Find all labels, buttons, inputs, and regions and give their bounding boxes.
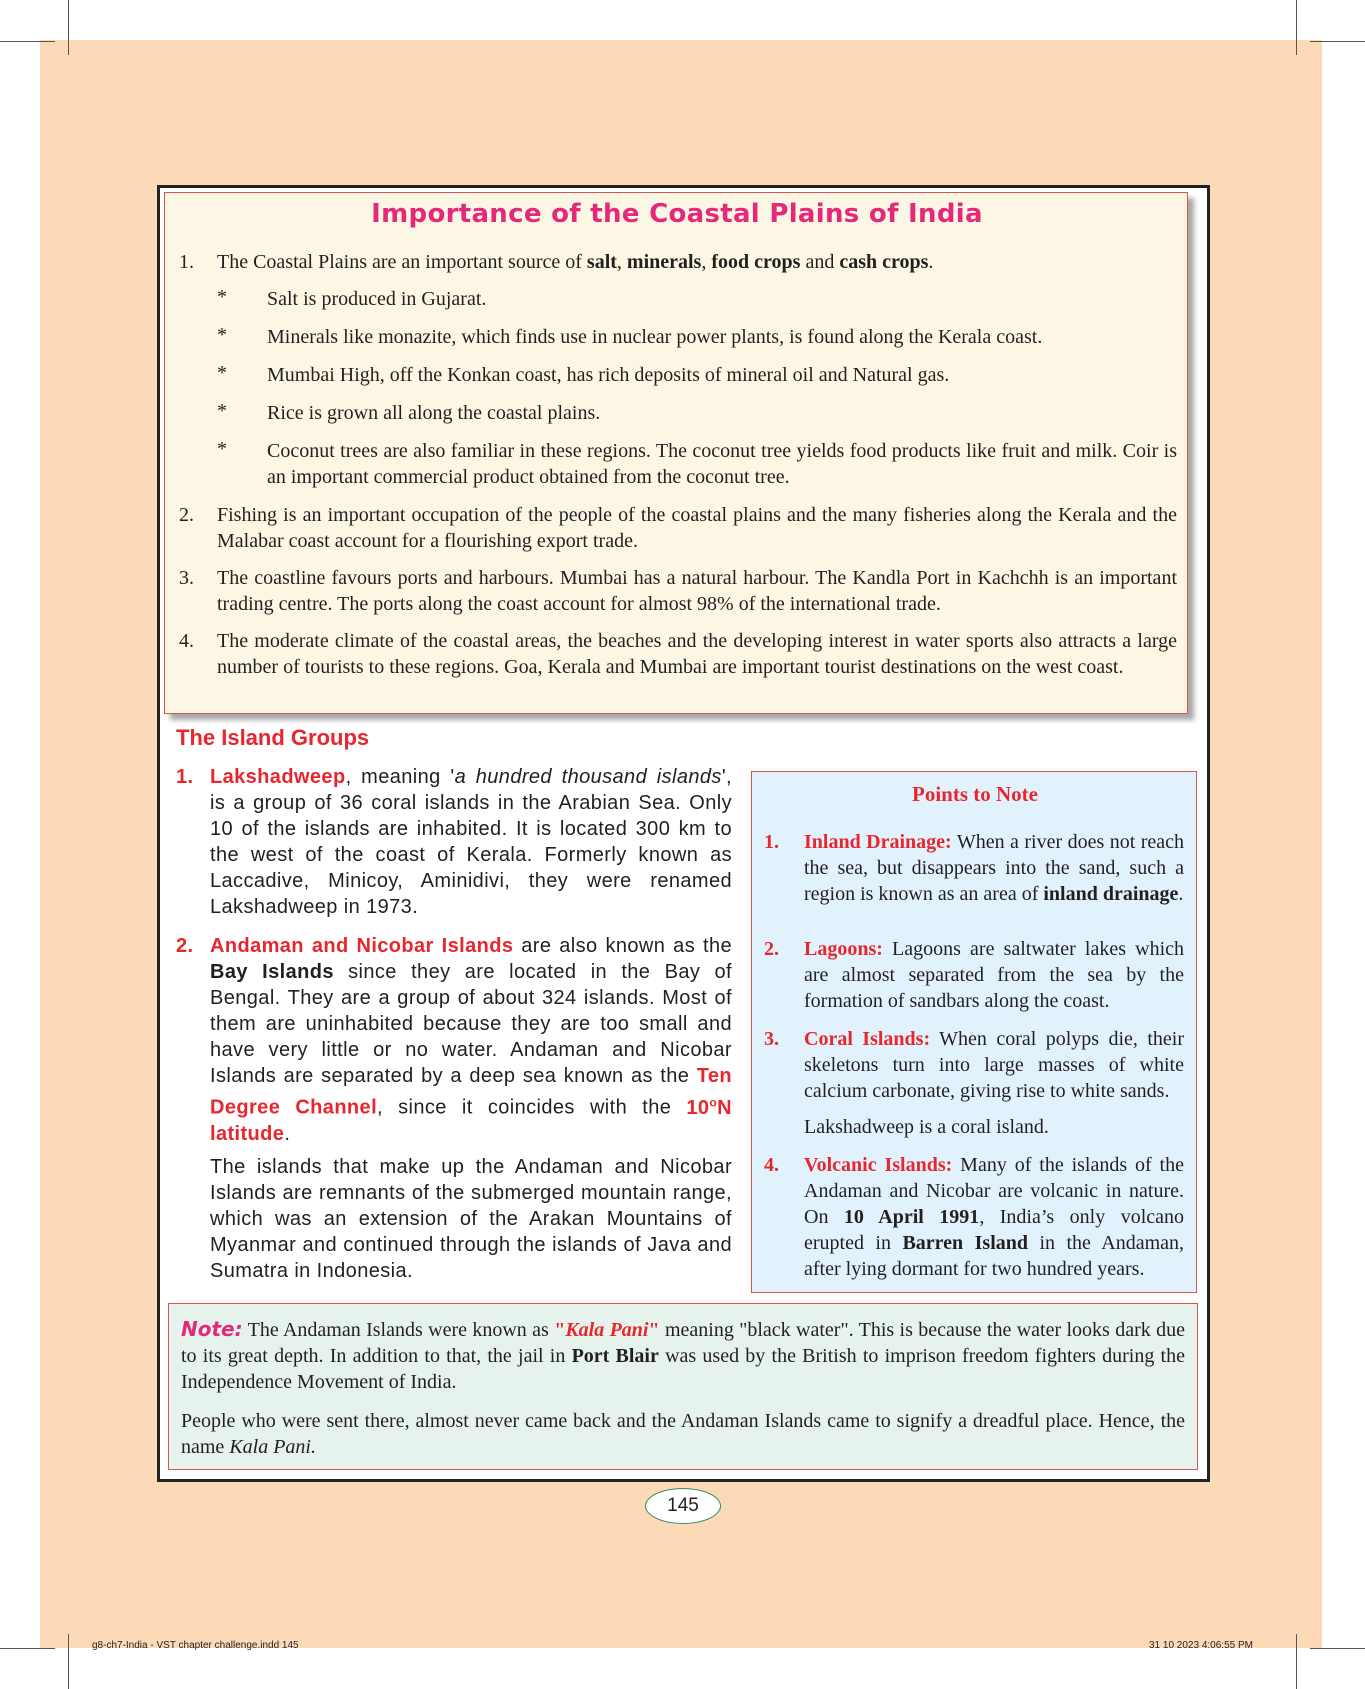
print-slug-file: g8-ch7-India - VST chapter challenge.indd 145: [92, 1640, 299, 1651]
bullet-star: *: [217, 362, 227, 384]
print-slug-date: 31 10 2023 4:06:55 PM: [1149, 1640, 1253, 1651]
note-inland-drainage: Inland Drainage: When a river does not reach the sea, but disappears into the sand, such a region is known as an area of inland drainage.: [804, 831, 1185, 905]
island-groups-heading: The Island Groups: [176, 725, 370, 750]
point-number: 2.: [179, 504, 194, 526]
bullet-star: *: [217, 438, 227, 460]
crop-mark: [1296, 1634, 1297, 1689]
crop-mark: [0, 1648, 55, 1649]
bullet-item: Minerals like monazite, which finds use in nuclear power plants, is found along the Kerala coast.: [267, 326, 1043, 348]
note-number: 1.: [764, 831, 779, 853]
andaman-origin-paragraph: The islands that make up the Andaman and Nicobar Islands are remnants of the submerged mountain range, which was an extension of the Arakan Mountains of Myanmar and continued through the islands of Java and Sumatra in Indonesia.: [210, 1156, 732, 1282]
item-number: 1.: [176, 766, 194, 788]
bullet-item: Salt is produced in Gujarat.: [267, 288, 487, 310]
note-paragraph-2: People who were sent there, almost never came back and the Andaman Islands came to signify a dreadful place. Hence, the name Kala Pani.: [181, 1410, 1185, 1458]
lakshadweep-paragraph: Lakshadweep, meaning 'a hundred thousand islands', is a group of 36 coral islands in the Arabian Sea. Only 10 of the islands are inhabited. It is located 300 km to the west of the coast of Kerala. Formerly known as Laccadive, Minicoy, Aminidivi, they were renamed Lakshadweep in 1973.: [210, 766, 732, 918]
points-to-note-title: Points to Note: [912, 782, 1038, 806]
note-paragraph-1: Note: The Andaman Islands were known as "Kala Pani" meaning "black water". This is because the water looks dark due to its great depth. In addition to that, the jail in Port Blair was used by the British to imprison freedom fighters during the Independence Movement of India.: [181, 1317, 1185, 1393]
andaman-paragraph: Andaman and Nicobar Islands are also known as the Bay Islands since they are located in the Bay of Bengal. They are a group of about 324 islands. Most of them are uninhabited because they are too small and have very little or no water. Andaman and Nicobar Islands are separated by a deep sea known as the Ten Degree Channel, since it coincides with the 10$^o$N latitude.: [210, 935, 733, 1145]
bullet-item: Coconut trees are also familiar in these regions. The coconut tree yields food products like fruit and milk. Coir is an important commercial product obtained from the coconut tree.: [267, 440, 1177, 488]
note-number: 3.: [764, 1028, 779, 1050]
importance-point-2: Fishing is an important occupation of the people of the coastal plains and the many fisheries along the Kerala and the Malabar coast account for a flourishing export trade.: [217, 504, 1177, 552]
bullet-star: *: [217, 400, 227, 422]
note-number: 2.: [764, 938, 779, 960]
note-lagoons: Lagoons: Lagoons are saltwater lakes which are almost separated from the sea by the formation of sandbars along the coast.: [804, 938, 1184, 1012]
importance-point-4: The moderate climate of the coastal areas, the beaches and the developing interest in water sports also attracts a large number of tourists to these regions. Goa, Kerala and Mumbai are important tourist destinations on the west coast.: [217, 630, 1177, 678]
bullet-item: Mumbai High, off the Konkan coast, has rich deposits of mineral oil and Natural gas.: [267, 364, 950, 386]
importance-point-1: The Coastal Plains are an important source of salt, minerals, food crops and cash crops.: [217, 251, 934, 273]
note-coral-example: Lakshadweep is a coral island.: [804, 1116, 1049, 1138]
crop-mark: [68, 1634, 69, 1689]
crop-mark: [1296, 0, 1297, 55]
crop-mark: [1310, 1648, 1365, 1649]
bullet-star: *: [217, 286, 227, 308]
crop-mark: [0, 41, 55, 42]
bullet-star: *: [217, 324, 227, 346]
crop-mark: [1310, 41, 1365, 42]
note-number: 4.: [764, 1154, 779, 1176]
note-coral-islands: Coral Islands: When coral polyps die, their skeletons turn into large masses of white calcium carbonate, giving rise to white sands.: [804, 1028, 1184, 1102]
point-number: 4.: [179, 630, 194, 652]
note-label: Note:: [181, 1317, 243, 1341]
bullet-item: Rice is grown all along the coastal plains.: [267, 402, 601, 424]
note-volcanic-islands: Volcanic Islands: Many of the islands of the Andaman and Nicobar are volcanic in nature. On 10 April 1991, India’s only volcano erupted in Barren Island in the Andaman, after lying dormant for two hundred years.: [804, 1154, 1185, 1280]
item-number: 2.: [176, 935, 194, 957]
crop-mark: [68, 0, 69, 55]
point-number: 3.: [179, 567, 194, 589]
page-number: 145: [645, 1488, 721, 1524]
importance-point-3: The coastline favours ports and harbours. Mumbai has a natural harbour. The Kandla Port in Kachchh is an important trading centre. The ports along the coast account for almost 98% of the international trade.: [217, 567, 1177, 615]
point-number: 1.: [179, 251, 194, 273]
importance-box: [164, 192, 1188, 714]
note-box: [168, 1303, 1198, 1470]
points-to-note-box: [751, 771, 1197, 1293]
importance-title: Importance of the Coastal Plains of India: [371, 199, 983, 229]
